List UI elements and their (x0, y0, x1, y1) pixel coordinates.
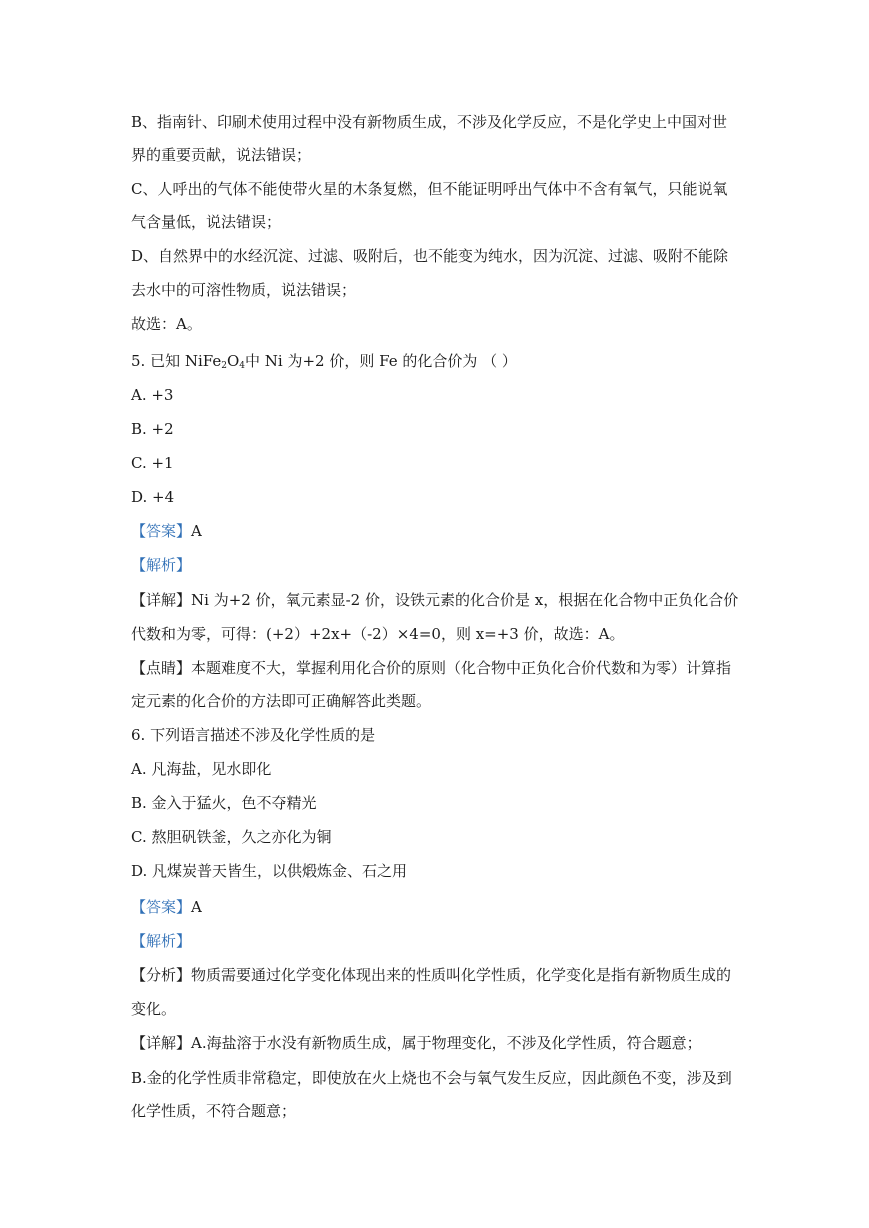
question-6-option-c: C. 熬胆矾铁釜，久之亦化为铜 (131, 828, 332, 846)
question-5-answer: 【答案】A (131, 522, 202, 540)
question-6-stem: 6. 下列语言描述不涉及化学性质的是 (131, 726, 376, 744)
question-6-analysis-tag: 【解析】 (131, 932, 192, 950)
text-line: 化学性质，不符合题意； (131, 1102, 297, 1120)
question-5-detail: 【详解】Ni 为+2 价，氧元素显-2 价，设铁元素的化合价是 x，根据在化合物中正负化合价 (131, 591, 739, 609)
question-6-answer: 【答案】A (131, 898, 202, 916)
answer-tag: 【答案】 (131, 898, 192, 916)
question-6-detail: 【详解】A.海盐溶于水没有新物质生成，属于物理变化，不涉及化学性质，符合题意； (131, 1034, 702, 1052)
question-6-option-d: D. 凡煤炭普天皆生，以供煅炼金、石之用 (131, 862, 408, 880)
question-5-option-b: B. +2 (131, 420, 174, 438)
question-5-comment: 【点睛】本题难度不大，掌握利用化合价的原则（化合物中正负化合价代数和为零）计算指 (131, 659, 732, 677)
text-line: 代数和为零，可得：(+2）+2x+（-2）×4=0，则 x=+3 价，故选：A。 (131, 625, 625, 643)
comment-tag: 【点睛】 (131, 659, 192, 677)
question-5-option-d: D. +4 (131, 488, 175, 506)
fenxi-tag: 【分析】 (131, 966, 192, 984)
text-line: 故选：A。 (131, 315, 202, 333)
question-6-option-b: B. 金入于猛火，色不夺精光 (131, 794, 317, 812)
question-5-stem: 5. 已知 $NiFe_2O_4$中 Ni 为+2 价，则 Fe 的化合价为 （ ） (131, 352, 517, 371)
question-5-analysis-tag: 【解析】 (131, 556, 192, 574)
text-line: B、指南针、印刷术使用过程中没有新物质生成，不涉及化学反应，不是化学史上中国对世 (131, 113, 728, 131)
text-line: D、自然界中的水经沉淀、过滤、吸附后，也不能变为纯水，因为沉淀、过滤、吸附不能除 (131, 247, 729, 265)
question-5-option-a: A. +3 (131, 386, 174, 404)
text-line: B.金的化学性质非常稳定，即使放在火上烧也不会与氧气发生反应，因此颜色不变，涉及到 (131, 1069, 732, 1087)
text-line: 界的重要贡献，说法错误； (131, 146, 312, 164)
answer-tag: 【答案】 (131, 522, 192, 540)
text-line: 去水中的可溶性物质，说法错误； (131, 281, 357, 299)
question-6-fenxi: 【分析】物质需要通过化学变化体现出来的性质叫化学性质，化学变化是指有新物质生成的 (131, 966, 732, 984)
detail-tag: 【详解】 (131, 1034, 192, 1052)
text-line: 定元素的化合价的方法即可正确解答此类题。 (131, 692, 432, 710)
question-6-option-a: A. 凡海盐，见水即化 (131, 760, 272, 778)
detail-tag: 【详解】 (131, 591, 192, 609)
text-line: 变化。 (131, 1000, 177, 1018)
question-5-option-c: C. +1 (131, 454, 174, 472)
text-line: 气含量低，说法错误； (131, 213, 282, 231)
text-line: C、人呼出的气体不能使带火星的木条复燃，但不能证明呼出气体中不含有氧气，只能说氧 (131, 180, 728, 198)
